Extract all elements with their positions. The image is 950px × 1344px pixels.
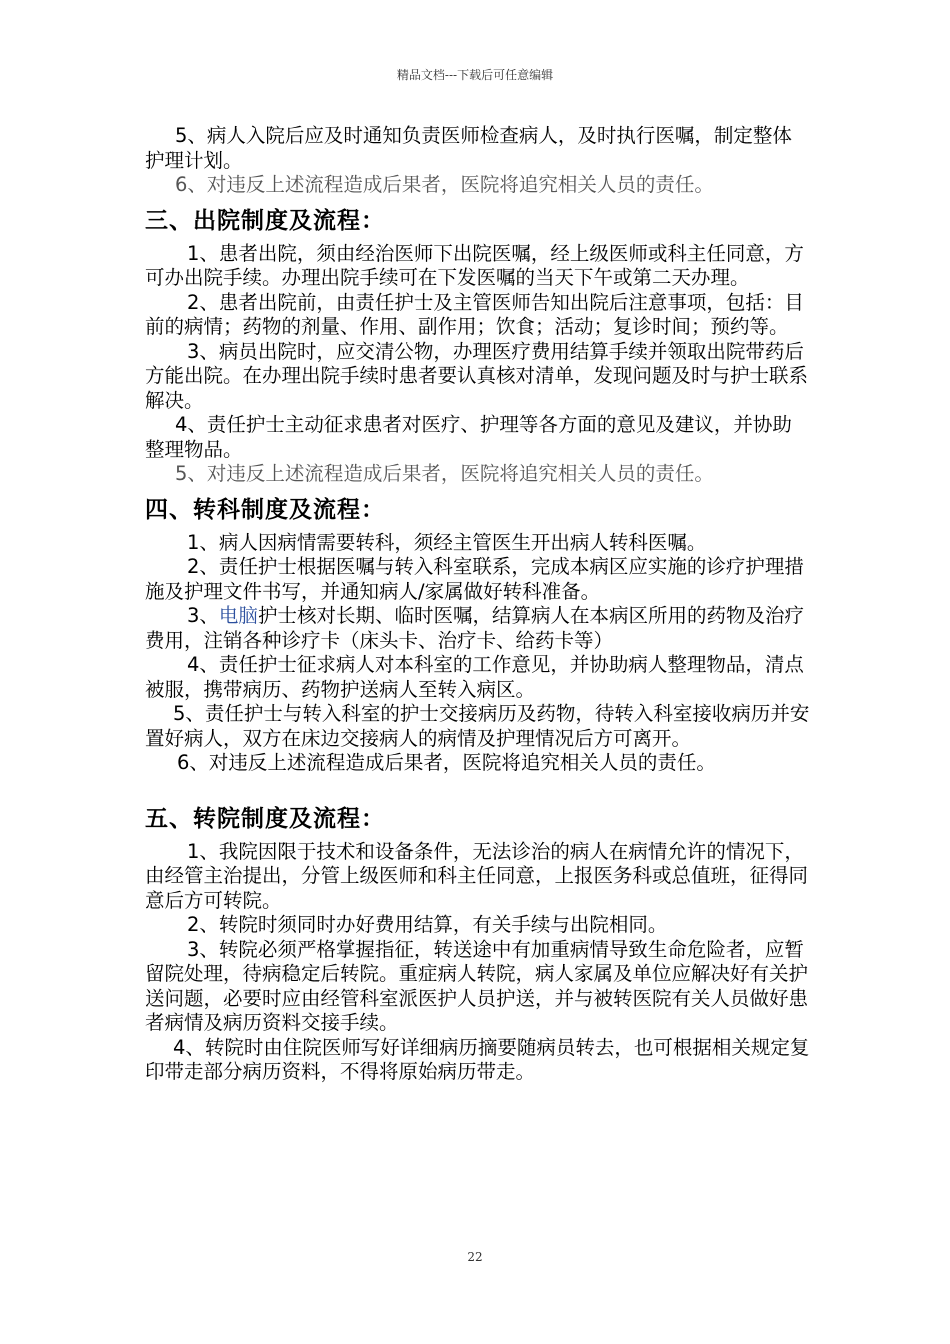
paragraph: 6、对违反上述流程造成后果者，医院将追究相关人员的责任。 (175, 173, 714, 196)
paragraph: 1、病人因病情需要转科，须经主管医生开出病人转科医嘱。 (187, 530, 707, 554)
paragraph: 4、责任护士征求病人对本科室的工作意见，并协助病人整理物品，清点被服，携带病历、药物护送病人至转入病区。 (145, 653, 804, 701)
paragraph: 6、对违反上述流程造成后果者，医院将追究相关人员的责任。 (177, 751, 716, 774)
paragraph: 3、转院必须严格掌握指征，转送途中有加重病情导致生命危险者，应暂留院处理，待病稳定后转院。重症病人转院，病人家属及单位应解决好有关护送问题，必要时应由经管科室派医护人员护送，并与被转医院有关人员做好患者病情及病历资料交接手续。 (145, 937, 809, 1034)
page-number: 22 (467, 1250, 483, 1264)
paragraph: 5、对违反上述流程造成后果者，医院将追究相关人员的责任。 (175, 462, 714, 485)
paragraph: 4、转院时由住院医师写好详细病历摘要随病员转去，也可根据相关规定复印带走部分病历资料，不得将原始病历带走。 (145, 1035, 810, 1083)
page-header: 精品文档---下载后可任意编辑 (396, 68, 554, 82)
paragraph: 1、患者出院，须由经治医师下出院医嘱，经上级医师或科主任同意，方可办出院手续。办理出院手续可在下发医嘱的当天下午或第二天办理。 (145, 241, 804, 289)
paragraph: 3、病员出院时，应交清公物，办理医疗费用结算手续并领取出院带药后方能出院。在办理出院手续时患者要认真核对清单，发现问题及时与护士联系解决。 (145, 339, 809, 412)
paragraph: 5、责任护士与转入科室的护士交接病历及药物，待转入科室接收病历并安置好病人，双方在床边交接病人的病情及护理情况后方可离开。 (145, 702, 810, 750)
paragraph: 2、责任护士根据医嘱与转入科室联系，完成本病区应实施的诊疗护理措施及护理文件书写，并通知病人/家属做好转科准备。 (145, 555, 804, 603)
paragraph: 2、转院时须同时办好费用结算，有关手续与出院相同。 (187, 913, 668, 936)
section-heading: 三、出院制度及流程： (145, 207, 385, 234)
paragraph: 2、患者出院前，由责任护士及主管医师告知出院后注意事项，包括：目前的病情；药物的剂量、作用、副作用；饮食；活动；复诊时间；预约等。 (145, 290, 804, 338)
paragraph-text: 护士核对长期、临时医嘱，结算病人在本病区所用的药物及治疗费用，注销各种诊疗卡（床头卡、治疗卡、给药卡等） (145, 604, 804, 652)
hyperlink[interactable]: 电脑 (218, 604, 258, 627)
paragraph: 5、病人入院后应及时通知负责医师检查病人，及时执行医嘱，制定整体护理计划。 (145, 124, 792, 172)
paragraph: 4、责任护士主动征求患者对医疗、护理等各方面的意见及建议，并协助整理物品。 (145, 413, 792, 461)
section-heading: 四、转科制度及流程： (145, 496, 385, 523)
section-heading: 五、转院制度及流程： (145, 805, 385, 832)
document-body (145, 124, 810, 1085)
paragraph-number: 3、 (187, 604, 219, 627)
paragraph (145, 604, 810, 653)
paragraph: 1、我院因限于技术和设备条件，无法诊治的病人在病情允许的情况下，由经管主治提出，分管上级医师和科主任同意，上报医务科或总值班，征得同意后方可转院。 (145, 839, 809, 912)
